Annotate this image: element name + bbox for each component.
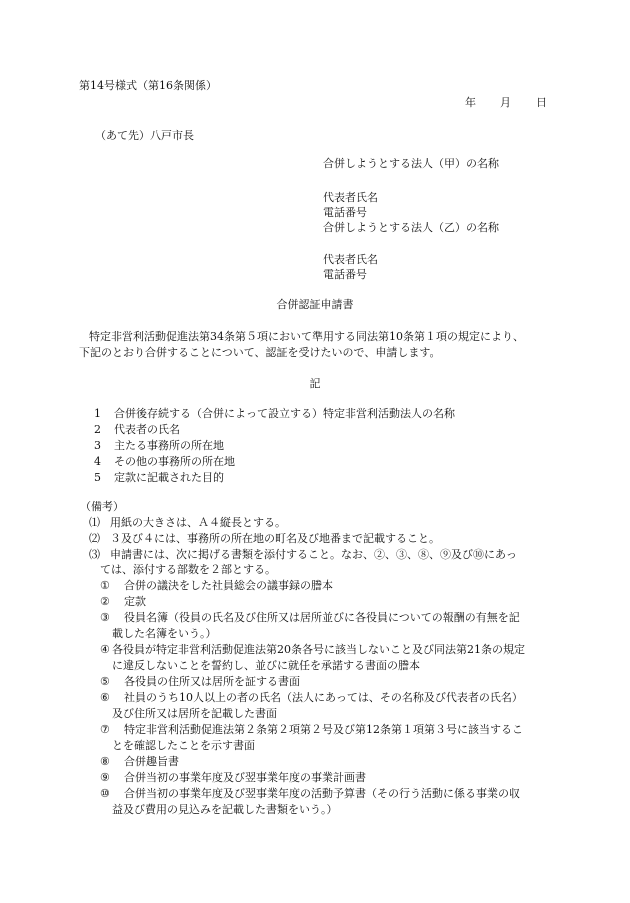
item-text: 定款に記載された目的 [114,471,224,484]
attachment-number: ⑩ [100,787,110,800]
note-text: 用紙の大きさは、Ａ４縦長とする。 [110,516,286,529]
attachment-number: ⑤ [100,675,110,688]
attachment-text-continued: 益及び費用の見込みを記載した書類をいう。） [112,803,338,816]
attachment-text: 役員名簿（役員の氏名及び住所又は居所並びに各役員についての報酬の有無を記 [124,611,520,624]
attachment-text: 合併の議決をした社員総会の議事録の謄本 [124,579,333,592]
attachment-text-continued: に違反しないことを誓約し、並びに就任を承諾する書面の謄本 [112,659,420,672]
note-text: ３及び４には、事務所の所在地の町名及び地番まで記載すること。 [110,532,440,545]
attachment-text: 各役員が特定非営利活動促進法第20条各号に該当しないこと及び同法第21条の規定 [112,643,525,656]
note-text: 申請書には、次に掲げる書類を添付すること。なお、②、③、⑧、⑨及び⑩にあっ [110,548,517,561]
attachment-number: ④ [100,643,110,656]
ki-marker: 記 [309,377,321,390]
attachment-number: ⑨ [100,771,110,784]
attachment-number: ⑧ [100,755,110,768]
applicant-b-name-label: 合併しようとする法人（乙）の名称 [323,221,499,234]
attachment-number: ③ [100,611,110,624]
item-number: 2 [94,423,101,436]
applicant-a-phone-label: 電話番号 [323,206,367,219]
body-line-2: 下記のとおり合併することについて、認証を受けたいので、申請します。 [79,346,441,359]
date-year: 年 [465,96,476,109]
attachment-text: 合併趣旨書 [124,755,179,768]
item-text: 主たる事務所の所在地 [114,439,224,452]
note-number: ⑵ [89,532,100,545]
item-number: 4 [94,455,101,468]
document-title: 合併認証申請書 [276,298,354,311]
note-text-continued: ては、添付する部数を２部とする。 [100,563,276,576]
notes-header: （備考） [80,500,124,513]
applicant-a-rep-label: 代表者氏名 [323,191,378,204]
attachment-number: ⑦ [100,723,110,736]
attachment-text-continued: 及び住所又は居所を記載した書面 [112,707,277,720]
note-number: ⑴ [89,516,100,529]
attachment-text-continued: とを確認したことを示す書面 [112,739,255,752]
applicant-a-name-label: 合併しようとする法人（甲）の名称 [323,157,499,170]
attachment-number: ⑥ [100,691,110,704]
applicant-b-phone-label: 電話番号 [323,268,367,281]
note-number: ⑶ [89,548,100,561]
item-number: 3 [94,439,101,452]
applicant-b-rep-label: 代表者氏名 [323,253,378,266]
attachment-text: 社員のうち10人以上の者の氏名（法人にあっては、その名称及び代表者の氏名） [124,691,523,704]
attachment-number: ② [100,595,110,608]
attachment-text: 合併当初の事業年度及び翌事業年度の活動予算書（その行う活動に係る事業の収 [124,787,520,800]
item-number: 1 [94,407,101,420]
form-number: 第14号様式（第16条関係） [79,79,217,92]
attachment-number: ① [100,579,110,592]
attachment-text-continued: 載した名簿をいう。） [112,627,217,640]
addressee: （あて先）八戸市長 [95,129,194,142]
attachment-text: 定款 [124,595,146,608]
date-day: 日 [536,96,547,109]
attachment-text: 特定非営利活動促進法第２条第２項第２号及び第12条第１項第３号に該当するこ [124,723,523,736]
item-text: 合併後存続する（合併によって設立する）特定非営利活動法人の名称 [114,407,455,420]
item-text: その他の事務所の所在地 [114,455,235,468]
date-month: 月 [500,96,511,109]
attachment-text: 合併当初の事業年度及び翌事業年度の事業計画書 [124,771,366,784]
item-text: 代表者の氏名 [114,423,180,436]
attachment-text: 各役員の住所又は居所を証する書面 [124,675,300,688]
body-line-1: 特定非営利活動促進法第34条第５項において準用する同法第10条第１項の規定により、 [89,330,524,343]
item-number: 5 [94,471,101,484]
